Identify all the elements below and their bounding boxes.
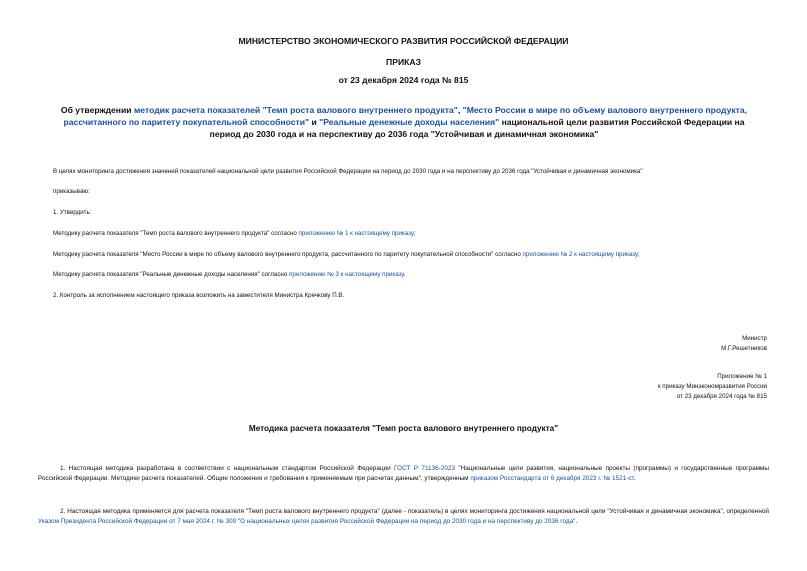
subject-link-place-russia[interactable]: "Место России в мире по объему валового внутреннего продукта, рассчитанного по паритету покупательной способности" — [63, 105, 748, 127]
item-2: 2. Контроль за исполнением настоящего приказа возложить на заместителя Министра Кречкову П.В. — [53, 292, 345, 299]
method-3-line — [53, 271, 406, 279]
order-subject — [48, 104, 760, 140]
method-3-end: . — [403, 271, 406, 278]
appendix-line-2: к приказу Минэкономразвития России — [657, 383, 767, 390]
intro-paragraph: В целях мониторинга достижения значений показателей национальной цели развития Российской Федерации на период до 2030 года и на перспективу до 2036 года "Устойчивая и динамичная экономика" — [53, 168, 643, 175]
ministry-heading: МИНИСТЕРСТВО ЭКОНОМИЧЕСКОГО РАЗВИТИЯ РОССИЙСКОЙ ФЕДЕРАЦИИ — [238, 36, 569, 46]
method-2-text: Методику расчета показателя "Место России в мире по объему валового внутреннего продукта, рассчитанного по паритету покупательной способности" согласно — [53, 251, 523, 258]
signature-position: Министр — [742, 335, 767, 342]
subject-link-methods[interactable]: методик расчета показателей "Темп роста валового внутреннего продукта" — [133, 105, 458, 115]
method-3-text: Методику расчета показателя "Реальные денежные доходы населения" согласно — [53, 271, 290, 278]
p1-text-a: 1. Настоящая методика разработана в соответствии с национальным стандартом Российской Федерации — [60, 465, 395, 472]
subject-suffix: национальной цели развития Российской Федерации на период до 2030 года и на перспективу до 2036 года "Устойчивая и динамичная экономика" — [209, 117, 745, 139]
method-title: Методика расчета показателя "Темп роста валового внутреннего продукта" — [248, 424, 559, 433]
subject-link-real-income[interactable]: "Реальные денежные доходы населения" — [319, 117, 500, 127]
p2-text-c: . — [575, 518, 578, 525]
appendix-line-3: от 23 декабря 2024 года № 815 — [676, 393, 767, 400]
appendix-3-link[interactable]: приложению № 3 к настоящему приказу — [289, 271, 404, 278]
item-1: 1. Утвердить: — [53, 209, 92, 216]
subject-sep-1: , — [457, 105, 463, 115]
p1-text-c: . — [633, 475, 636, 482]
appendix-1-link[interactable]: приложению № 1 к настоящему приказу — [298, 230, 415, 237]
method-2-line — [53, 251, 640, 259]
method-paragraph-1 — [38, 464, 769, 484]
subject-prefix: Об утверждении — [60, 105, 134, 115]
method-1-line — [53, 230, 416, 238]
signature-name: М.Г.Решетников — [721, 345, 767, 352]
p2-text-a: 2. Настоящая методика применяется для расчета показателя "Темп роста валового внутреннего продукта" (далее - показатель) в целях мониторинга достижения национальной цели "Устойчивая и динамичная экономика", определенной — [60, 508, 769, 515]
presidential-decree-link[interactable]: Указом Президента Российской Федерации от 7 мая 2024 г. № 309 "О национальных целях развития Российской Федерации на период до 2030 года и на перспективу до 2036 года" — [38, 518, 576, 525]
appendix-header — [658, 372, 767, 402]
p1-text-b: "Национальные цели развития, национальные проекты (программы) и государственные программы Российской Федерации. Методики расчета показателей. Общие положения и требования к применяемым при расчетах данным", утвержденным — [38, 465, 770, 482]
date-number-heading: от 23 декабря 2024 года № 815 — [338, 75, 469, 85]
gost-link[interactable]: ГОСТ Р 71136-2023 — [394, 465, 456, 472]
method-1-text: Методику расчета показателя "Темп роста валового внутреннего продукта" согласно — [53, 230, 299, 237]
method-2-end: ; — [638, 251, 640, 258]
appendix-line-1: Приложение № 1 — [717, 373, 767, 380]
subject-sep-2: и — [309, 117, 320, 127]
method-1-end: ; — [414, 230, 416, 237]
method-paragraph-2 — [38, 507, 769, 527]
order-word: приказываю: — [53, 188, 90, 195]
doc-type-heading: ПРИКАЗ — [386, 57, 421, 67]
rosstandart-order-link[interactable]: приказом Росстандарта от 6 декабря 2023 г. № 1521-ст — [470, 475, 634, 482]
signature-block — [721, 334, 767, 354]
appendix-2-link[interactable]: приложению № 2 к настоящему приказу — [522, 251, 639, 258]
